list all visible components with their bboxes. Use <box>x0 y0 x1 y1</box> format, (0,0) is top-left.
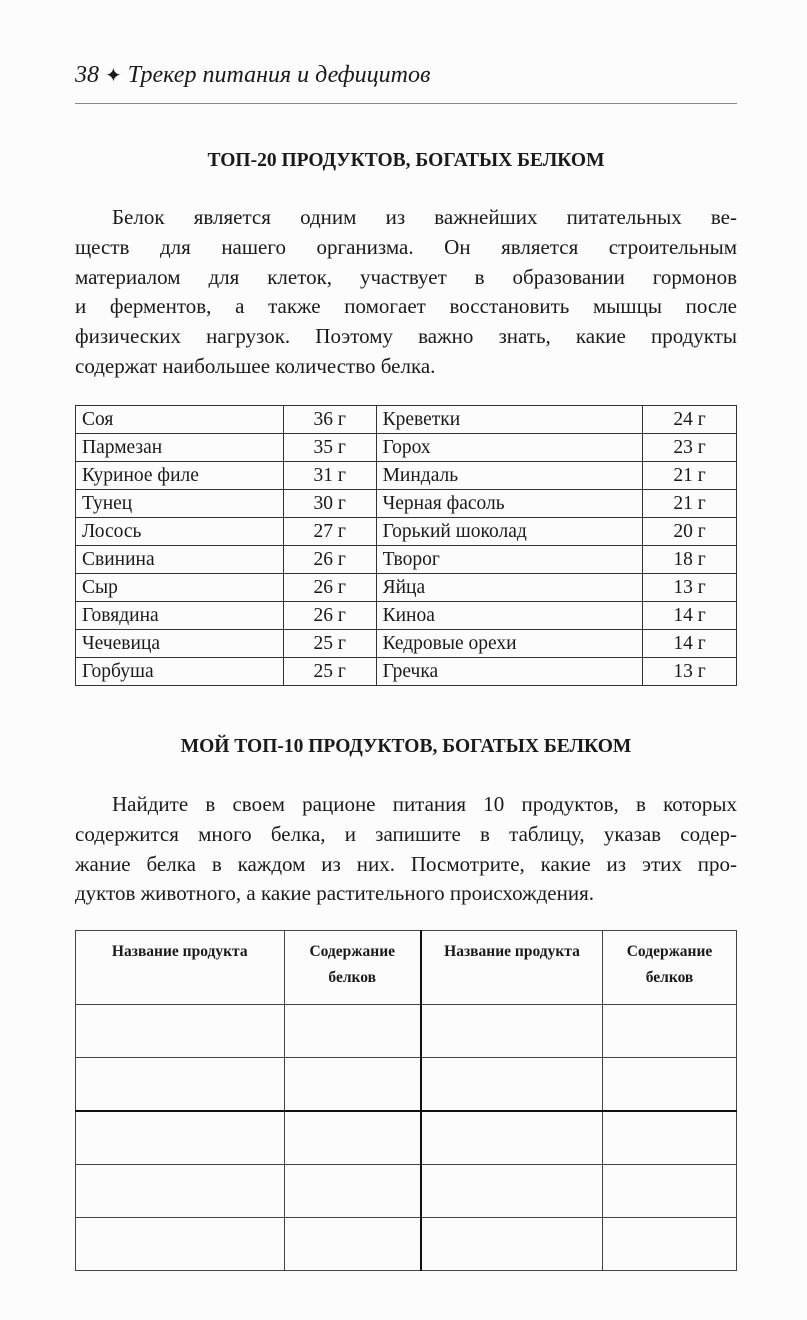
product-name: Миндаль <box>376 462 643 490</box>
product-name: Чечевица <box>76 630 284 658</box>
col-header-product: Название продукта <box>421 931 603 1005</box>
page-number: 38 <box>75 62 99 88</box>
product-blank-cell[interactable] <box>421 1165 603 1218</box>
paragraph-line: Найдите в своем рационе питания 10 продуктов, в которых <box>112 792 737 816</box>
protein-blank-cell[interactable] <box>284 1218 421 1271</box>
product-name: Яйца <box>376 574 643 602</box>
protein-top20-table <box>75 405 737 686</box>
table-row <box>76 434 737 462</box>
table-row <box>76 462 737 490</box>
product-name: Горький шоколад <box>376 518 643 546</box>
product-name: Творог <box>376 546 643 574</box>
protein-amount: 18 г <box>643 546 737 574</box>
protein-blank-cell[interactable] <box>603 1218 737 1271</box>
paragraph-line: Белок является одним из важнейших питательных ве- <box>112 205 737 229</box>
product-name: Сыр <box>76 574 284 602</box>
product-name: Кедровые орехи <box>376 630 643 658</box>
table-row <box>76 630 737 658</box>
product-name: Киноа <box>376 602 643 630</box>
protein-blank-cell[interactable] <box>603 1165 737 1218</box>
protein-amount: 21 г <box>643 462 737 490</box>
protein-amount: 21 г <box>643 490 737 518</box>
protein-amount: 20 г <box>643 518 737 546</box>
protein-blank-cell[interactable] <box>603 1005 737 1058</box>
product-blank-cell[interactable] <box>421 1058 603 1112</box>
empty-table-row <box>76 1218 737 1271</box>
protein-amount: 30 г <box>283 490 376 518</box>
product-blank-cell[interactable] <box>76 1005 285 1058</box>
protein-blank-cell[interactable] <box>603 1058 737 1112</box>
protein-amount: 36 г <box>283 406 376 434</box>
protein-amount: 26 г <box>283 602 376 630</box>
header-rule <box>75 103 737 104</box>
product-name: Тунец <box>76 490 284 518</box>
protein-amount: 14 г <box>643 602 737 630</box>
product-blank-cell[interactable] <box>76 1165 285 1218</box>
product-name: Соя <box>76 406 284 434</box>
paragraph-line: ществ для нашего организма. Он является строительным <box>75 234 737 259</box>
protein-amount: 13 г <box>643 574 737 602</box>
product-name: Куриное филе <box>76 462 284 490</box>
section2-paragraph <box>75 790 737 909</box>
section2-heading: МОЙ ТОП-10 ПРОДУКТОВ, БОГАТЫХ БЕЛКОМ <box>180 736 632 757</box>
table-row <box>76 490 737 518</box>
product-name: Горбуша <box>76 658 284 686</box>
protein-blank-cell[interactable] <box>284 1165 421 1218</box>
running-header <box>75 62 430 89</box>
protein-amount: 23 г <box>643 434 737 462</box>
paragraph-line: дуктов животного, а какие растительного происхождения. <box>75 881 595 906</box>
table-row <box>76 406 737 434</box>
product-name: Говядина <box>76 602 284 630</box>
col-header-protein: Содержание белков <box>603 931 737 1005</box>
product-name: Лосось <box>76 518 284 546</box>
paragraph-line: содержат наибольшее количество белка. <box>75 353 436 378</box>
section1-heading: ТОП-20 ПРОДУКТОВ, БОГАТЫХ БЕЛКОМ <box>207 150 605 171</box>
product-blank-cell[interactable] <box>421 1218 603 1271</box>
product-blank-cell[interactable] <box>76 1111 285 1165</box>
col-header-product: Название продукта <box>76 931 285 1005</box>
paragraph-line: материалом для клеток, участвует в образовании гормонов <box>75 264 737 289</box>
empty-table-row <box>76 1165 737 1218</box>
protein-amount: 25 г <box>283 658 376 686</box>
protein-amount: 25 г <box>283 630 376 658</box>
protein-blank-cell[interactable] <box>603 1111 737 1165</box>
table-row <box>76 518 737 546</box>
product-name: Горох <box>376 434 643 462</box>
product-blank-cell[interactable] <box>421 1005 603 1058</box>
product-name: Креветки <box>376 406 643 434</box>
empty-table-row <box>76 1058 737 1112</box>
product-blank-cell[interactable] <box>76 1058 285 1112</box>
protein-blank-cell[interactable] <box>284 1058 421 1112</box>
table-row <box>76 658 737 686</box>
product-name: Гречка <box>376 658 643 686</box>
product-blank-cell[interactable] <box>76 1218 285 1271</box>
paragraph-line: и ферментов, а также помогает восстановить мышцы после <box>75 294 737 319</box>
section1-paragraph <box>75 203 737 382</box>
my-top10-table <box>75 930 737 1271</box>
table-row <box>76 602 737 630</box>
empty-table-row <box>76 1111 737 1165</box>
product-name: Пармезан <box>76 434 284 462</box>
paragraph-line: физических нагрузок. Поэтому важно знать, какие продукты <box>75 324 737 349</box>
protein-amount: 14 г <box>643 630 737 658</box>
running-title: Трекер питания и дефицитов <box>127 62 431 88</box>
protein-amount: 26 г <box>283 546 376 574</box>
protein-blank-cell[interactable] <box>284 1005 421 1058</box>
protein-amount: 31 г <box>283 462 376 490</box>
protein-amount: 27 г <box>283 518 376 546</box>
product-name: Свинина <box>76 546 284 574</box>
col-header-protein: Содержание белков <box>284 931 421 1005</box>
product-name: Черная фасоль <box>376 490 643 518</box>
paragraph-line: содержится много белка, и запишите в таблицу, указав содер- <box>75 821 737 846</box>
empty-table-row <box>76 1005 737 1058</box>
protein-amount: 24 г <box>643 406 737 434</box>
protein-blank-cell[interactable] <box>284 1111 421 1165</box>
protein-amount: 13 г <box>643 658 737 686</box>
product-blank-cell[interactable] <box>421 1111 603 1165</box>
star-separator-icon: ✦ <box>105 65 122 87</box>
protein-amount: 26 г <box>283 574 376 602</box>
protein-amount: 35 г <box>283 434 376 462</box>
paragraph-line: жание белка в каждом из них. Посмотрите, какие из этих про- <box>75 851 737 876</box>
table-row <box>76 546 737 574</box>
table-row <box>76 574 737 602</box>
